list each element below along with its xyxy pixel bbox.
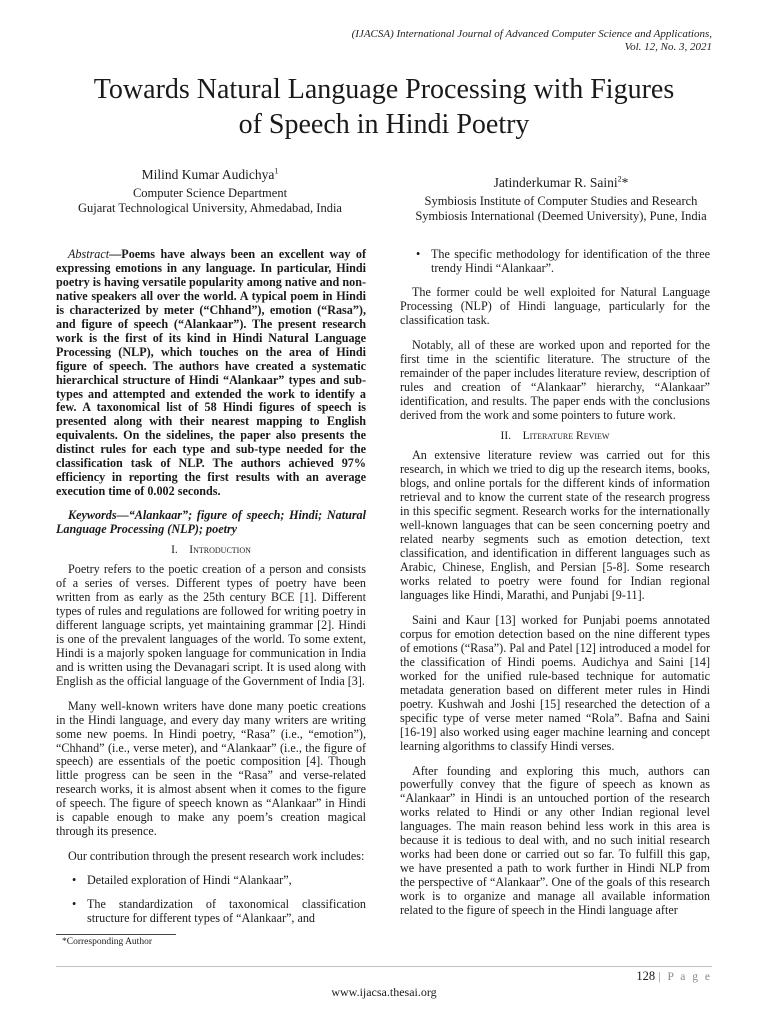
footnote-rule bbox=[56, 934, 176, 935]
body-paragraph: Notably, all of these are worked upon and reported for the first time in the scientific literature. The structure of the remainder of the paper includes literature review, description of rules and creation of “Alankaar” hierarchy, “Alankaar” identification, and results. The paper ends with the conclusions derived from the work and some pointers to future work. bbox=[400, 337, 710, 422]
author-name-2: Jatinderkumar R. Saini$^2$* bbox=[493, 174, 629, 190]
journal-website: www.ijacsa.thesai.org bbox=[331, 985, 437, 999]
abstract-text: Poems have always been an excellent way of expressing emotions in any language. In particular, Hindi poetry is having versatile popularity among native and non-native speakers all over the world. A typical poem in Hindi is characterized by meter (“Chhand”), emotion (“Rasa”), and figure of speech (“Alankaar”). The present research work is the first of its kind in Hindi Natural Language Processing (NLP), which touches on the area of Hindi figure of speech. The authors have created a systematic hierarchical structure of Hindi “Alankaar” types and sub-types and attempted and extended the work to identify a few. A taxonomical list of 58 Hindi figures of speech is presented along with their nearest mapping to English equivalents. On the sidelines, the paper also presents the distinct rules for each type and sub-type needed for the classification task of NLP. The authors achieved 97% efficiency in reporting the first results with an average execution time of 0.002 seconds. bbox=[56, 247, 366, 499]
journal-line-1: (IJACSA) International Journal of Advanced Computer Science and Applications, bbox=[351, 28, 712, 40]
abstract-label: Abstract bbox=[68, 247, 110, 261]
author-2-affil-mark: 2 bbox=[617, 174, 622, 184]
contribution-list bbox=[56, 874, 366, 926]
section-number: II. bbox=[500, 430, 512, 443]
body-paragraph: The former could be well exploited for Natural Language Processing (NLP) of Hindi language, particularly for the classification task. bbox=[400, 284, 710, 327]
list-item: • The standardization of taxonomical classification structure for different types of “Alankaar”, and bbox=[72, 897, 366, 926]
title-line-1: Towards Natural Language Processing with Figures bbox=[93, 74, 675, 105]
list-item: • Detailed exploration of Hindi “Alankaar”, bbox=[72, 873, 292, 888]
bullet-icon: • bbox=[72, 873, 77, 888]
contribution-list-continued bbox=[400, 248, 710, 276]
bullet-icon: • bbox=[416, 247, 421, 261]
section-number: I. bbox=[171, 544, 178, 557]
footnote: *Corresponding Author bbox=[62, 937, 152, 947]
section-heading-introduction bbox=[56, 543, 366, 557]
list-item: • The specific methodology for identification of the three trendy Hindi “Alankaar”. bbox=[416, 247, 710, 275]
section-heading-literature-review bbox=[400, 429, 710, 443]
literature-paragraph: An extensive literature review was carried out for this research, in which we tried to dig up the research items, books, blogs, and online portals for the different kinds of information retrieval and to know the current state of the research progress in this specific segment. Research works for the internationally well-known languages that can be seen concerning poetry and related nearby segments such as emotion detection, text classification, and identification in different languages such as Arabic, Chinese, English, and Persian [5-8]. Some research works related to poetry were found for Indian regional languages like Hindi, Marathi, and Punjabi [9-11]. bbox=[400, 448, 710, 603]
paper-title bbox=[40, 72, 728, 142]
abstract-dash: — bbox=[109, 247, 122, 261]
author-block-1 bbox=[60, 166, 360, 216]
journal-line-2: Vol. 12, No. 3, 2021 bbox=[624, 41, 712, 53]
corresponding-star: * bbox=[621, 175, 629, 190]
title-line-2: of Speech in Hindi Poetry bbox=[238, 109, 530, 140]
section-title: Introduction bbox=[189, 544, 251, 557]
author-1-affiliation-2: Gujarat Technological University, Ahmedabad, India bbox=[78, 201, 342, 215]
section-title: Literature Review bbox=[522, 430, 610, 443]
right-column bbox=[400, 248, 710, 918]
author-1-affil-mark: 1 bbox=[274, 166, 279, 176]
abstract bbox=[56, 248, 366, 499]
intro-paragraph: Poetry refers to the poetic creation of a person and consists of a series of verses. Different types of poetry have been written from as early as the 25th century BCE [1]. Different types of rules and regulations are followed for writing poetry in different language scripts, yet maintaining grammar [2]. Hindi is one of the prevalent languages of the world. To some extent, Hindi is a majorly spoken language for communication in India and is written using the Devanagari script. It is used along with English as the official language of the Government of India [3]. bbox=[56, 562, 366, 688]
page-number: 128 | P a g e bbox=[636, 969, 712, 983]
author-2-affiliation-1: Symbiosis Institute of Computer Studies and Research bbox=[424, 194, 698, 208]
author-name-1: Milind Kumar Audichya$^1$ bbox=[141, 166, 279, 182]
running-head bbox=[212, 28, 712, 54]
intro-paragraph: Many well-known writers have done many poetic creations in the Hindi language, and every day many writers are writing some new poems. In Hindi poetry, “Rasa” (i.e., “emotion”), “Chhand” (i.e., verse meter), and “Alankaar” (i.e., the figure of speech) are essentials of the poetic composition [4]. Though little progress can be seen in the “Rasa” and verse-related research works, it is almost absent when it comes to the figure of speech. The figure of speech known as “Alankaar” in Hindi is capable enough to make any poem’s creation magical through its presence. bbox=[56, 698, 366, 839]
author-2-affiliation-2: Symbiosis International (Deemed University), Pune, India bbox=[415, 209, 707, 223]
intro-paragraph: Our contribution through the present research work includes: bbox=[68, 849, 365, 864]
left-column bbox=[56, 248, 366, 926]
footer-rule bbox=[56, 966, 712, 967]
page-label: | P a g e bbox=[658, 971, 712, 983]
literature-paragraph: After founding and exploring this much, authors can powerfully convey that the figure of speech as known as “Alankaar” in Hindi is an untouched portion of the research works related to Hindi or any other Indian regional level languages. The main reason behind less work in this area is because it is tedious to deal with, and no such initial research works had been done or carried out so far. To fulfill this gap, we have presented a path to work further in Hindi NLP from the perspective of “Alankaar”. One of the goals of this research work is to organize and manage all available information related to the figure of speech in the Hindi language after bbox=[400, 763, 710, 918]
keywords: Keywords—“Alankaar”; figure of speech; Hindi; Natural Language Processing (NLP); poetry bbox=[56, 508, 366, 537]
bullet-icon: • bbox=[72, 897, 77, 912]
literature-paragraph: Saini and Kaur [13] worked for Punjabi poems annotated corpus for emotion detection based on the nine different types of emotions (“Rasa”). Pal and Patel [12] introduced a model for the classification of Hindi poems. Audichya and Saini [14] worked for the unified rule-based technique for automatic metadata generation based on different meter rules in Hindi poetry. Kushwah and Joshi [15] researched the detection of a specific type of verse meter named “Rola”. Bafna and Saini [16-19] also worked using eager machine learning and concept learning algorithms to classify Hindi verses. bbox=[400, 612, 710, 753]
author-block-2 bbox=[396, 174, 726, 224]
author-1-affiliation-1: Computer Science Department bbox=[132, 186, 288, 200]
